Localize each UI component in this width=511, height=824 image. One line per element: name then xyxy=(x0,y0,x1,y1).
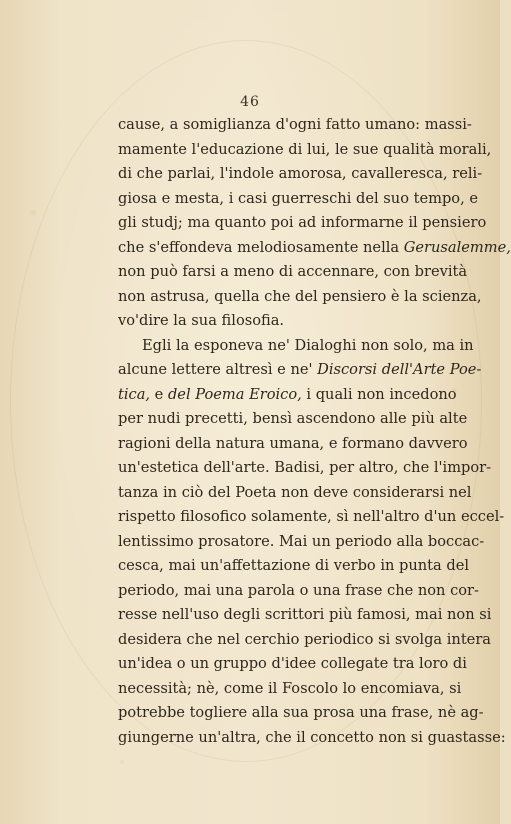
text-line xyxy=(118,579,479,604)
text-line xyxy=(118,432,468,457)
text-segment: resse nell'uso degli scrittori più famosi, mai non si xyxy=(118,606,492,623)
text-line xyxy=(118,113,472,138)
text-line xyxy=(118,481,472,506)
text-segment: di che parlai, l'indole amorosa, cavalleresca, reli- xyxy=(118,165,483,182)
text-line xyxy=(118,309,436,334)
text-segment: giosa e mesta, i casi guerreschi del suo tempo, e xyxy=(118,189,478,207)
text-line xyxy=(118,260,468,285)
text-segment: che s'effondeva melodiosamente nella xyxy=(118,238,404,256)
text-line xyxy=(118,138,492,163)
text-segment: Discorsi dell'Arte Poe- xyxy=(317,361,482,378)
text-segment: cesca, mai un'affettazione di verbo in punta del xyxy=(118,557,470,574)
text-segment: gli studj; ma quanto poi ad informarne il pensiero xyxy=(118,214,487,231)
text-segment: ragioni della natura umana, e formano davvero xyxy=(118,434,468,452)
text-line xyxy=(118,162,483,187)
text-segment: necessità; nè, come il Foscolo lo encomiava, si xyxy=(118,679,462,697)
text-segment: non può farsi a meno di accennare, con brevità xyxy=(118,263,468,280)
text-line xyxy=(118,628,491,653)
text-segment: cause, a somiglianza d'ogni fatto umano: massi- xyxy=(118,116,472,133)
text-line xyxy=(118,334,474,359)
text-line xyxy=(118,530,485,555)
text-line xyxy=(118,677,462,702)
text-line xyxy=(118,285,482,310)
text-segment: vo'dire la sua filosofia. xyxy=(118,312,285,329)
text-line xyxy=(118,383,457,408)
text-line xyxy=(118,652,467,677)
foxing-spot xyxy=(30,210,36,215)
text-line xyxy=(118,358,482,383)
text-line xyxy=(118,456,492,481)
text-segment: alcune lettere altresì e ne' xyxy=(118,361,318,378)
text-line xyxy=(118,726,506,751)
text-segment: i quali non incedono xyxy=(301,385,457,403)
text-segment: potrebbe togliere alla sua prosa una frase, nè ag- xyxy=(118,704,484,721)
page-number: 46 xyxy=(240,94,260,110)
text-segment: giungerne un'altra, che il concetto non si guastasse: xyxy=(118,728,506,746)
foxing-spot xyxy=(120,760,124,764)
text-segment: tica, xyxy=(118,385,151,403)
text-segment: non astrusa, quella che del pensiero è la scienza, xyxy=(118,287,482,305)
text-segment: Egli la esponeva ne' Dialoghi non solo, ma in xyxy=(142,336,474,354)
text-line xyxy=(118,603,492,628)
text-line xyxy=(118,407,468,432)
text-line xyxy=(118,236,511,261)
text-segment: tanza in ciò del Poeta non deve considerarsi nel xyxy=(118,483,472,501)
text-segment: mamente l'educazione di lui, le sue qualità morali, xyxy=(118,140,492,158)
text-segment: lentissimo prosatore. Mai un periodo alla boccac- xyxy=(118,532,485,550)
text-line xyxy=(118,187,478,212)
body-text xyxy=(118,113,511,750)
text-segment: del Poema Eroico, xyxy=(167,385,302,403)
text-segment: e xyxy=(150,385,168,403)
text-segment: un'estetica dell'arte. Badisi, per altro, che l'impor- xyxy=(118,459,492,476)
text-segment: periodo, mai una parola o una frase che non cor- xyxy=(118,581,479,599)
text-line xyxy=(118,211,487,236)
text-line xyxy=(118,554,470,579)
text-segment: per nudi precetti, bensì ascendono alle più alte xyxy=(118,410,468,427)
text-segment: rispetto filosofico solamente, sì nell'altro d'un eccel- xyxy=(118,508,505,525)
text-line xyxy=(118,505,505,530)
text-segment: Gerusalemme, xyxy=(403,238,511,256)
text-segment: un'idea o un gruppo d'idee collegate tra loro di xyxy=(118,655,467,672)
text-line xyxy=(118,701,484,726)
text-segment: desidera che nel cerchio periodico si svolga intera xyxy=(118,630,491,648)
